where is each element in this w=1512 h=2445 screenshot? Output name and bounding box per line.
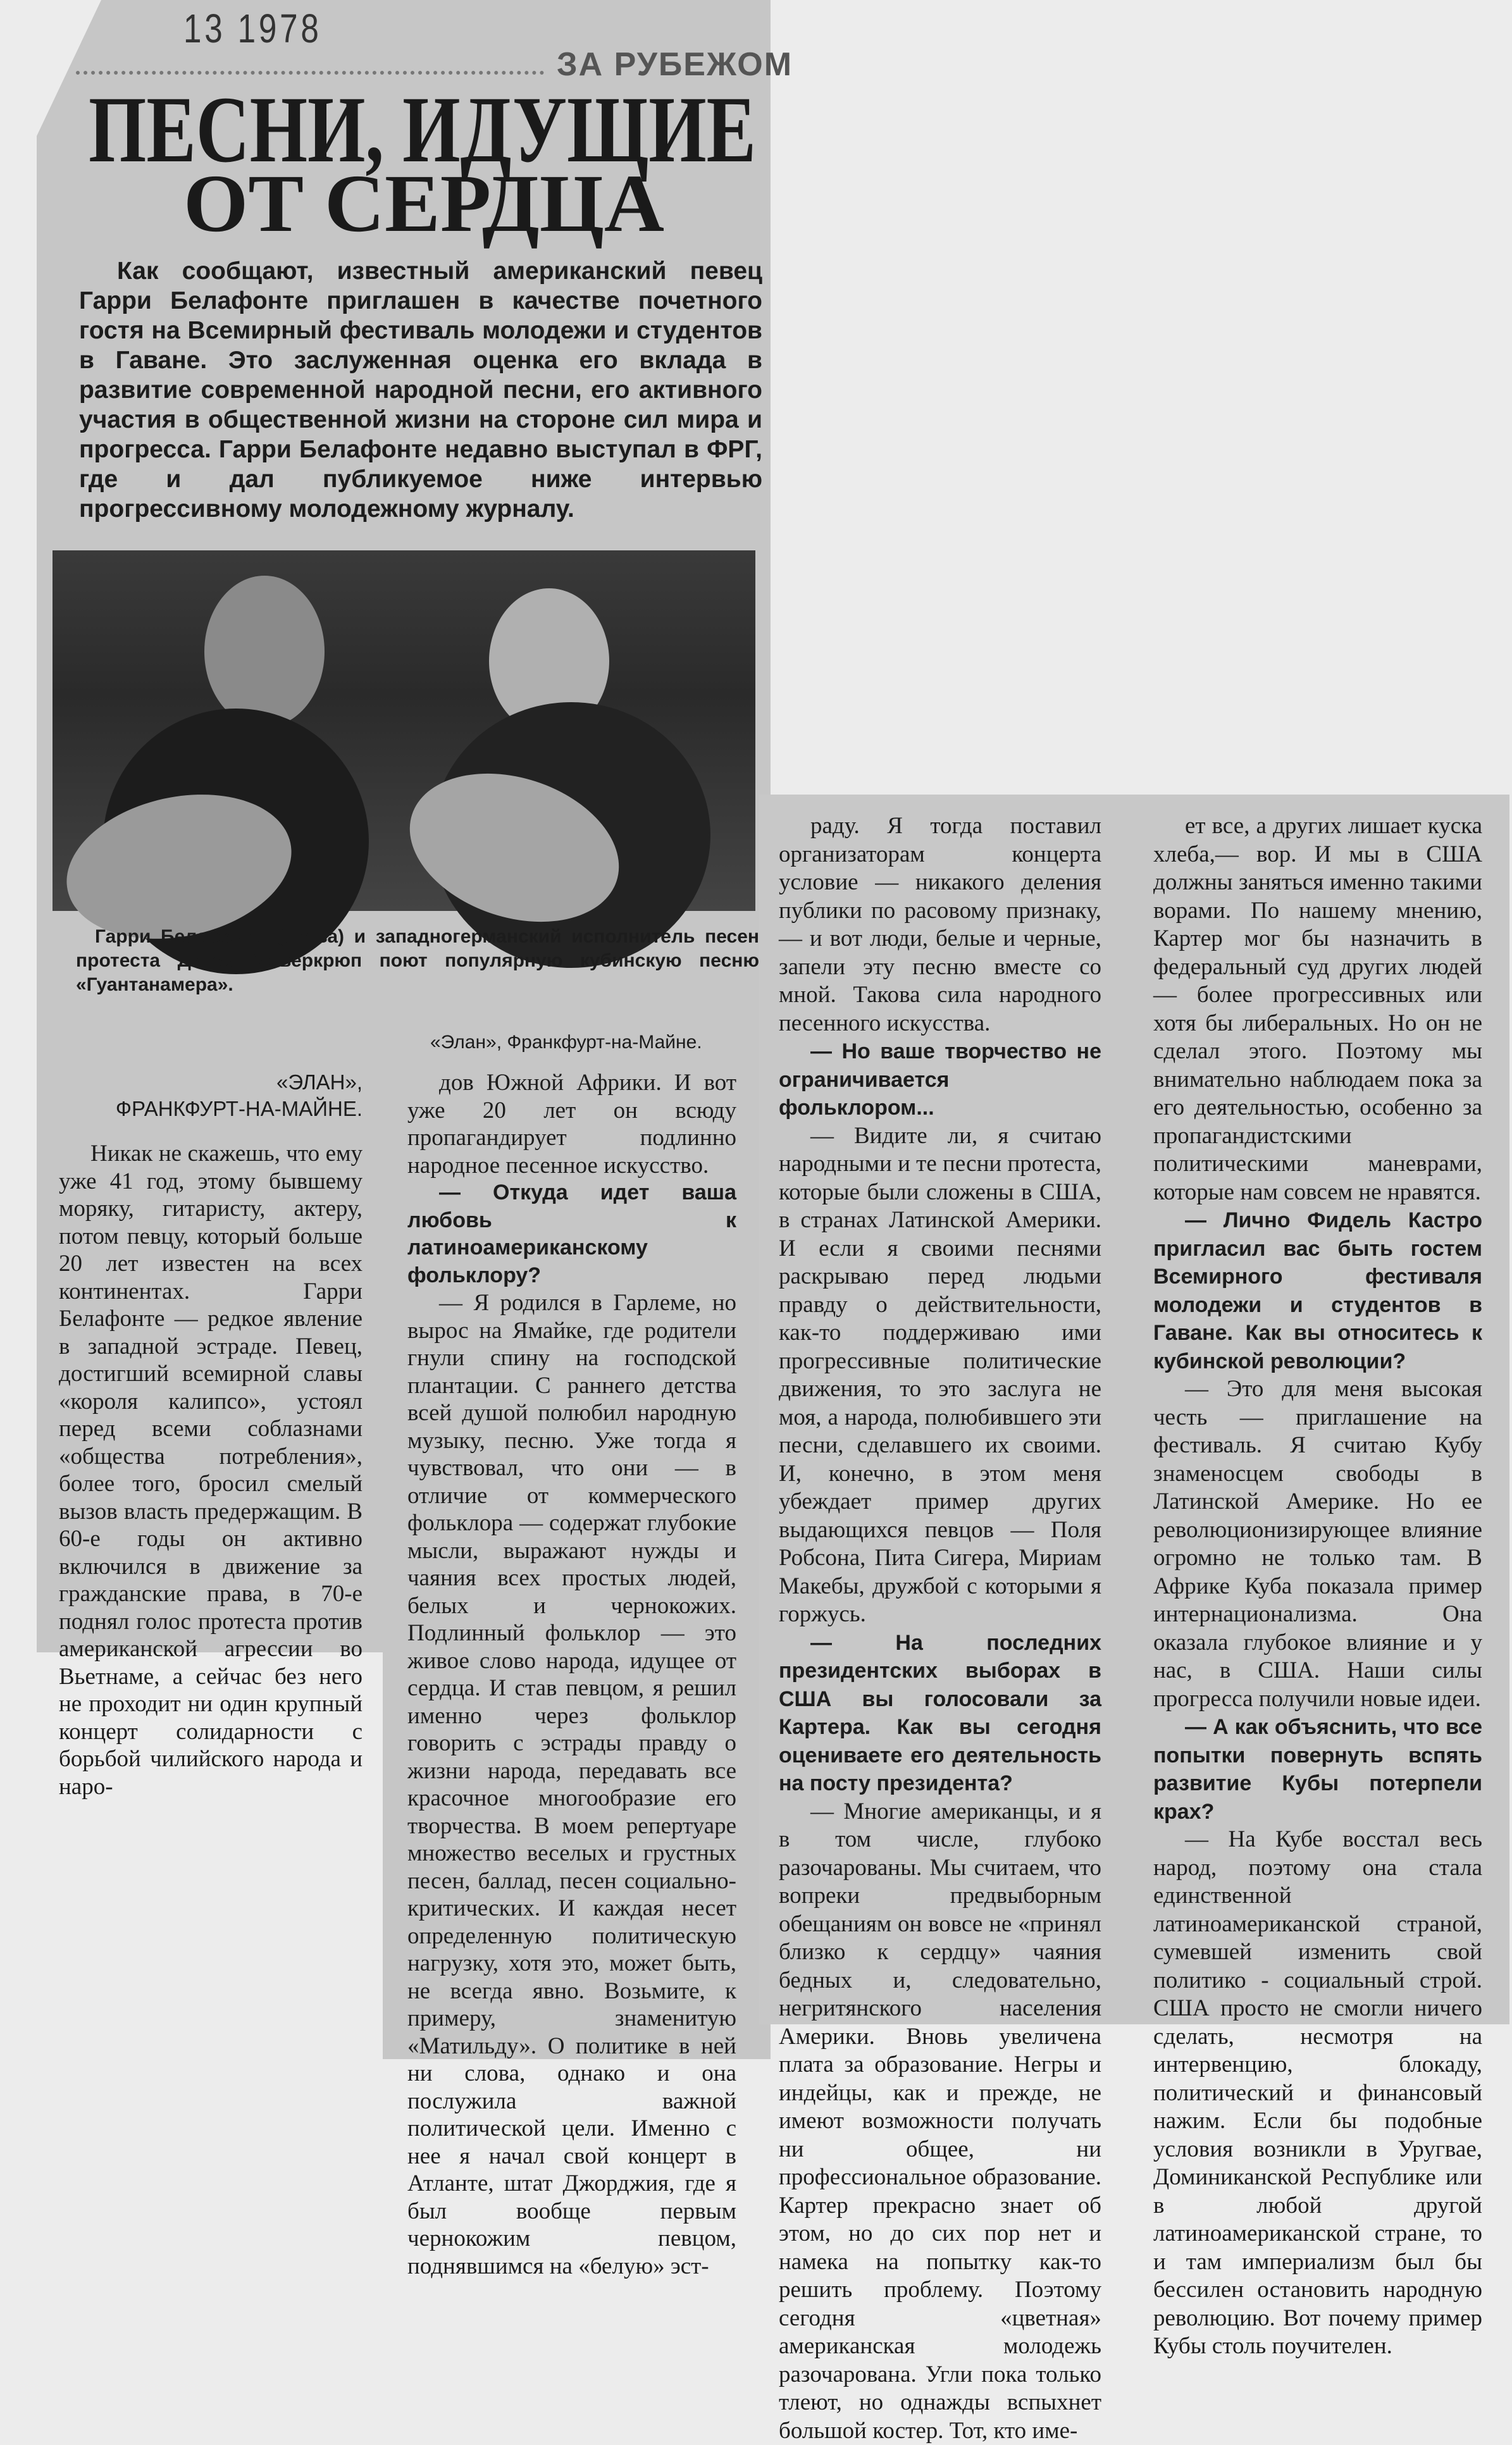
paragraph: — На Кубе восстал весь народ, поэтому она стала единственной латиноамериканской страной, сумевшей изменить свой политико - социальный строй. США просто не смогли ничего сделать, несмотря на интервенцию, блокаду, политический и финансовый нажим. Если бы подобные условия возникли в Уругвае, Доминиканской Республике или в любой другой латиноамериканской стране, то и там империализм был бы бессилен остановить народную революцию. Вот почему пример Кубы столь поучителен.: [1153, 1826, 1482, 2361]
paragraph: — Я родился в Гарлеме, но вырос на Ямайке, где родители гнули спину на господской плантации. С раннего детства всей душой полюбил народную музыку, песню. Уже тогда я чувствовал, что они — в отличие от коммерческого фольклора — содержат глубокие мысли, выражают нужды и чаяния всех простых людей, белых и чернокожих. Подлинный фольклор — это живое слово народа, идущее от сердца. И став певцом, я решил именно через фольклор говорить с эстрады правду о жизни народа, передавать все красочное многообразие его творчества. В моем репертуаре множество веселых и грустных песен, баллад, песен социально-критических. И каждая несет определенную политическую нагрузку, хотя это, может быть, не всегда явно. Возьмите, к примеру, знаменитую «Матильду». О политике в ней ни слова, однако и она послужила важной политической цели. Именно с нее я начал свой концерт в Атланте, штат Джорджия, где я был вообще первым чернокожим певцом, поднявшимся на «белую» эст-: [407, 1289, 736, 2280]
photo-caption: Гарри Белафонте (слева) и западногерманский исполнитель песен протеста Дитер Зюверкрюп поют популярную кубинскую песню «Гуантанамера».: [76, 925, 759, 997]
headline-line1: ПЕСНИ, ИДУЩИЕ: [89, 77, 756, 182]
headline: [82, 82, 765, 253]
source-line-1: «ЭЛАН»,: [59, 1069, 363, 1096]
rubric-divider: [76, 71, 544, 75]
date-stamp: 13 1978: [183, 5, 322, 52]
article-column-3: [779, 812, 1101, 2445]
article-source: [59, 1069, 363, 1122]
paragraph: — Видите ли, я считаю народными и те песни протеста, которые были сложены в США, в странах Латинской Америки. И если я своими песнями раскрываю перед людьми правду о действительности, как-то поддерживаю ими прогрессивные политические движения, то это заслуга не моя, а народа, полюбившего эти песни, сделавшего их своими. И, конечно, в этом меня убеждает пример других выдающихся певцов — Поля Робсона, Пита Сигера, Мириам Макебы, дружбой с которыми я горжусь.: [779, 1122, 1101, 1629]
paragraph: Никак не скажешь, что ему уже 41 год, этому бывшему моряку, гитаристу, актеру, потом певцу, который больше 20 лет известен на всех континентах. Гарри Белафонте — редкое явление в западной эстраде. Певец, достигший всемирной славы «короля калипсо», устоял перед всеми соблазнами «общества потребления», более того, бросил смелый вызов власть предержащим. В 60-е годы он активно включился в движение за гражданские права, в 70-е поднял голос протеста против американской агрессии во Вьетнаме, а сейчас без него не проходит ни один крупный концерт солидарности с борьбой чилийского народа и наро-: [59, 1140, 363, 1800]
paragraph: раду. Я тогда поставил организаторам концерта условие — никакого деления публики по расовому признаку,— и вот люди, белые и черные, запели эту песню вместе со мной. Такова сила народного песенного искусства.: [779, 812, 1101, 1037]
interview-question: — А как объяснить, что все попытки повернуть вспять развитие Кубы потерпели крах?: [1153, 1713, 1482, 1826]
rubric-label: ЗА РУБЕЖОМ: [557, 46, 793, 84]
headline-line2: ОТ СЕРДЦА: [183, 158, 664, 249]
lead-paragraph: Как сообщают, известный американский певец Гарри Белафонте приглашен в качестве почетного гостя на Всемирный фестиваль молодежи и студентов в Гаване. Это заслуженная оценка его вклада в развитие современной народной песни, его активного участия в общественной жизни на стороне сил мира и прогресса. Гарри Белафонте недавно выступал в ФРГ, где и дал публикуемое ниже интервью прогрессивному молодежному журналу.: [79, 256, 762, 524]
paragraph: дов Южной Африки. И вот уже 20 лет он всюду пропагандирует подлинно народное песенное искусство.: [407, 1069, 736, 1179]
singer-left-head: [204, 576, 325, 727]
article-column-1: [59, 1069, 363, 1800]
interview-question: — Но ваше творчество не ограничивается фольклором...: [779, 1037, 1101, 1122]
paragraph: ет все, а других лишает куска хлеба,— вор. И мы в США должны заняться именно такими ворами. По нашему мнению, Картер мог бы назначить в федеральный суд других людей — более прогрессивных или хотя бы либеральных. Но он не сделал этого. Поэтому мы внимательно наблюдаем пока за его деятельностью, особенно за пропагандистскими политическими маневрами, которые нам совсем не нравятся.: [1153, 812, 1482, 1206]
interview-question: — Откуда идет ваша любовь к латиноамериканскому фольклору?: [407, 1179, 736, 1289]
photo-belafonte-and-suverkrup: [53, 550, 755, 911]
interview-question: — На последних президентских выборах в США вы голосовали за Картера. Как вы сегодня оцениваете его деятельность на посту президента?: [779, 1629, 1101, 1798]
article-column-4: [1153, 812, 1482, 2361]
article-column-2: [407, 1069, 736, 2280]
photo-credit: «Элан», Франкфурт-на-Майне.: [430, 1031, 702, 1054]
interview-question: — Лично Фидель Кастро пригласил вас быть гостем Всемирного фестиваля молодежи и студентов в Гаване. Как вы относитесь к кубинской революции?: [1153, 1206, 1482, 1375]
paragraph: — Это для меня высокая честь — приглашение на фестиваль. Я считаю Кубу знаменосцем свободы в Латинской Америке. Но ее революционизирующее влияние огромно не только там. В Африке Куба показала пример интернационализма. Она оказала глубокое влияние и у нас, в США. Наши силы прогресса получили новые идеи.: [1153, 1375, 1482, 1713]
source-line-2: ФРАНКФУРТ-НА-МАЙНЕ.: [59, 1096, 363, 1122]
paragraph: — Многие американцы, и я в том числе, глубоко разочарованы. Мы считаем, что вопреки предвыборным обещаниям он вовсе не «принял близко к сердцу» чаяния бедных и, следовательно, негритянского населения Америки. Вновь увеличена плата за образование. Негры и индейцы, как и прежде, не имеют возможности получать ни общее, ни профессиональное образование. Картер прекрасно знает об этом, но до сих пор нет и намека на попытку как-то решить проблему. Поэтому сегодня «цветная» американская молодежь разочарована. Угли пока только тлеют, но однажды вспыхнет большой костер. Тот, кто име-: [779, 1798, 1101, 2445]
